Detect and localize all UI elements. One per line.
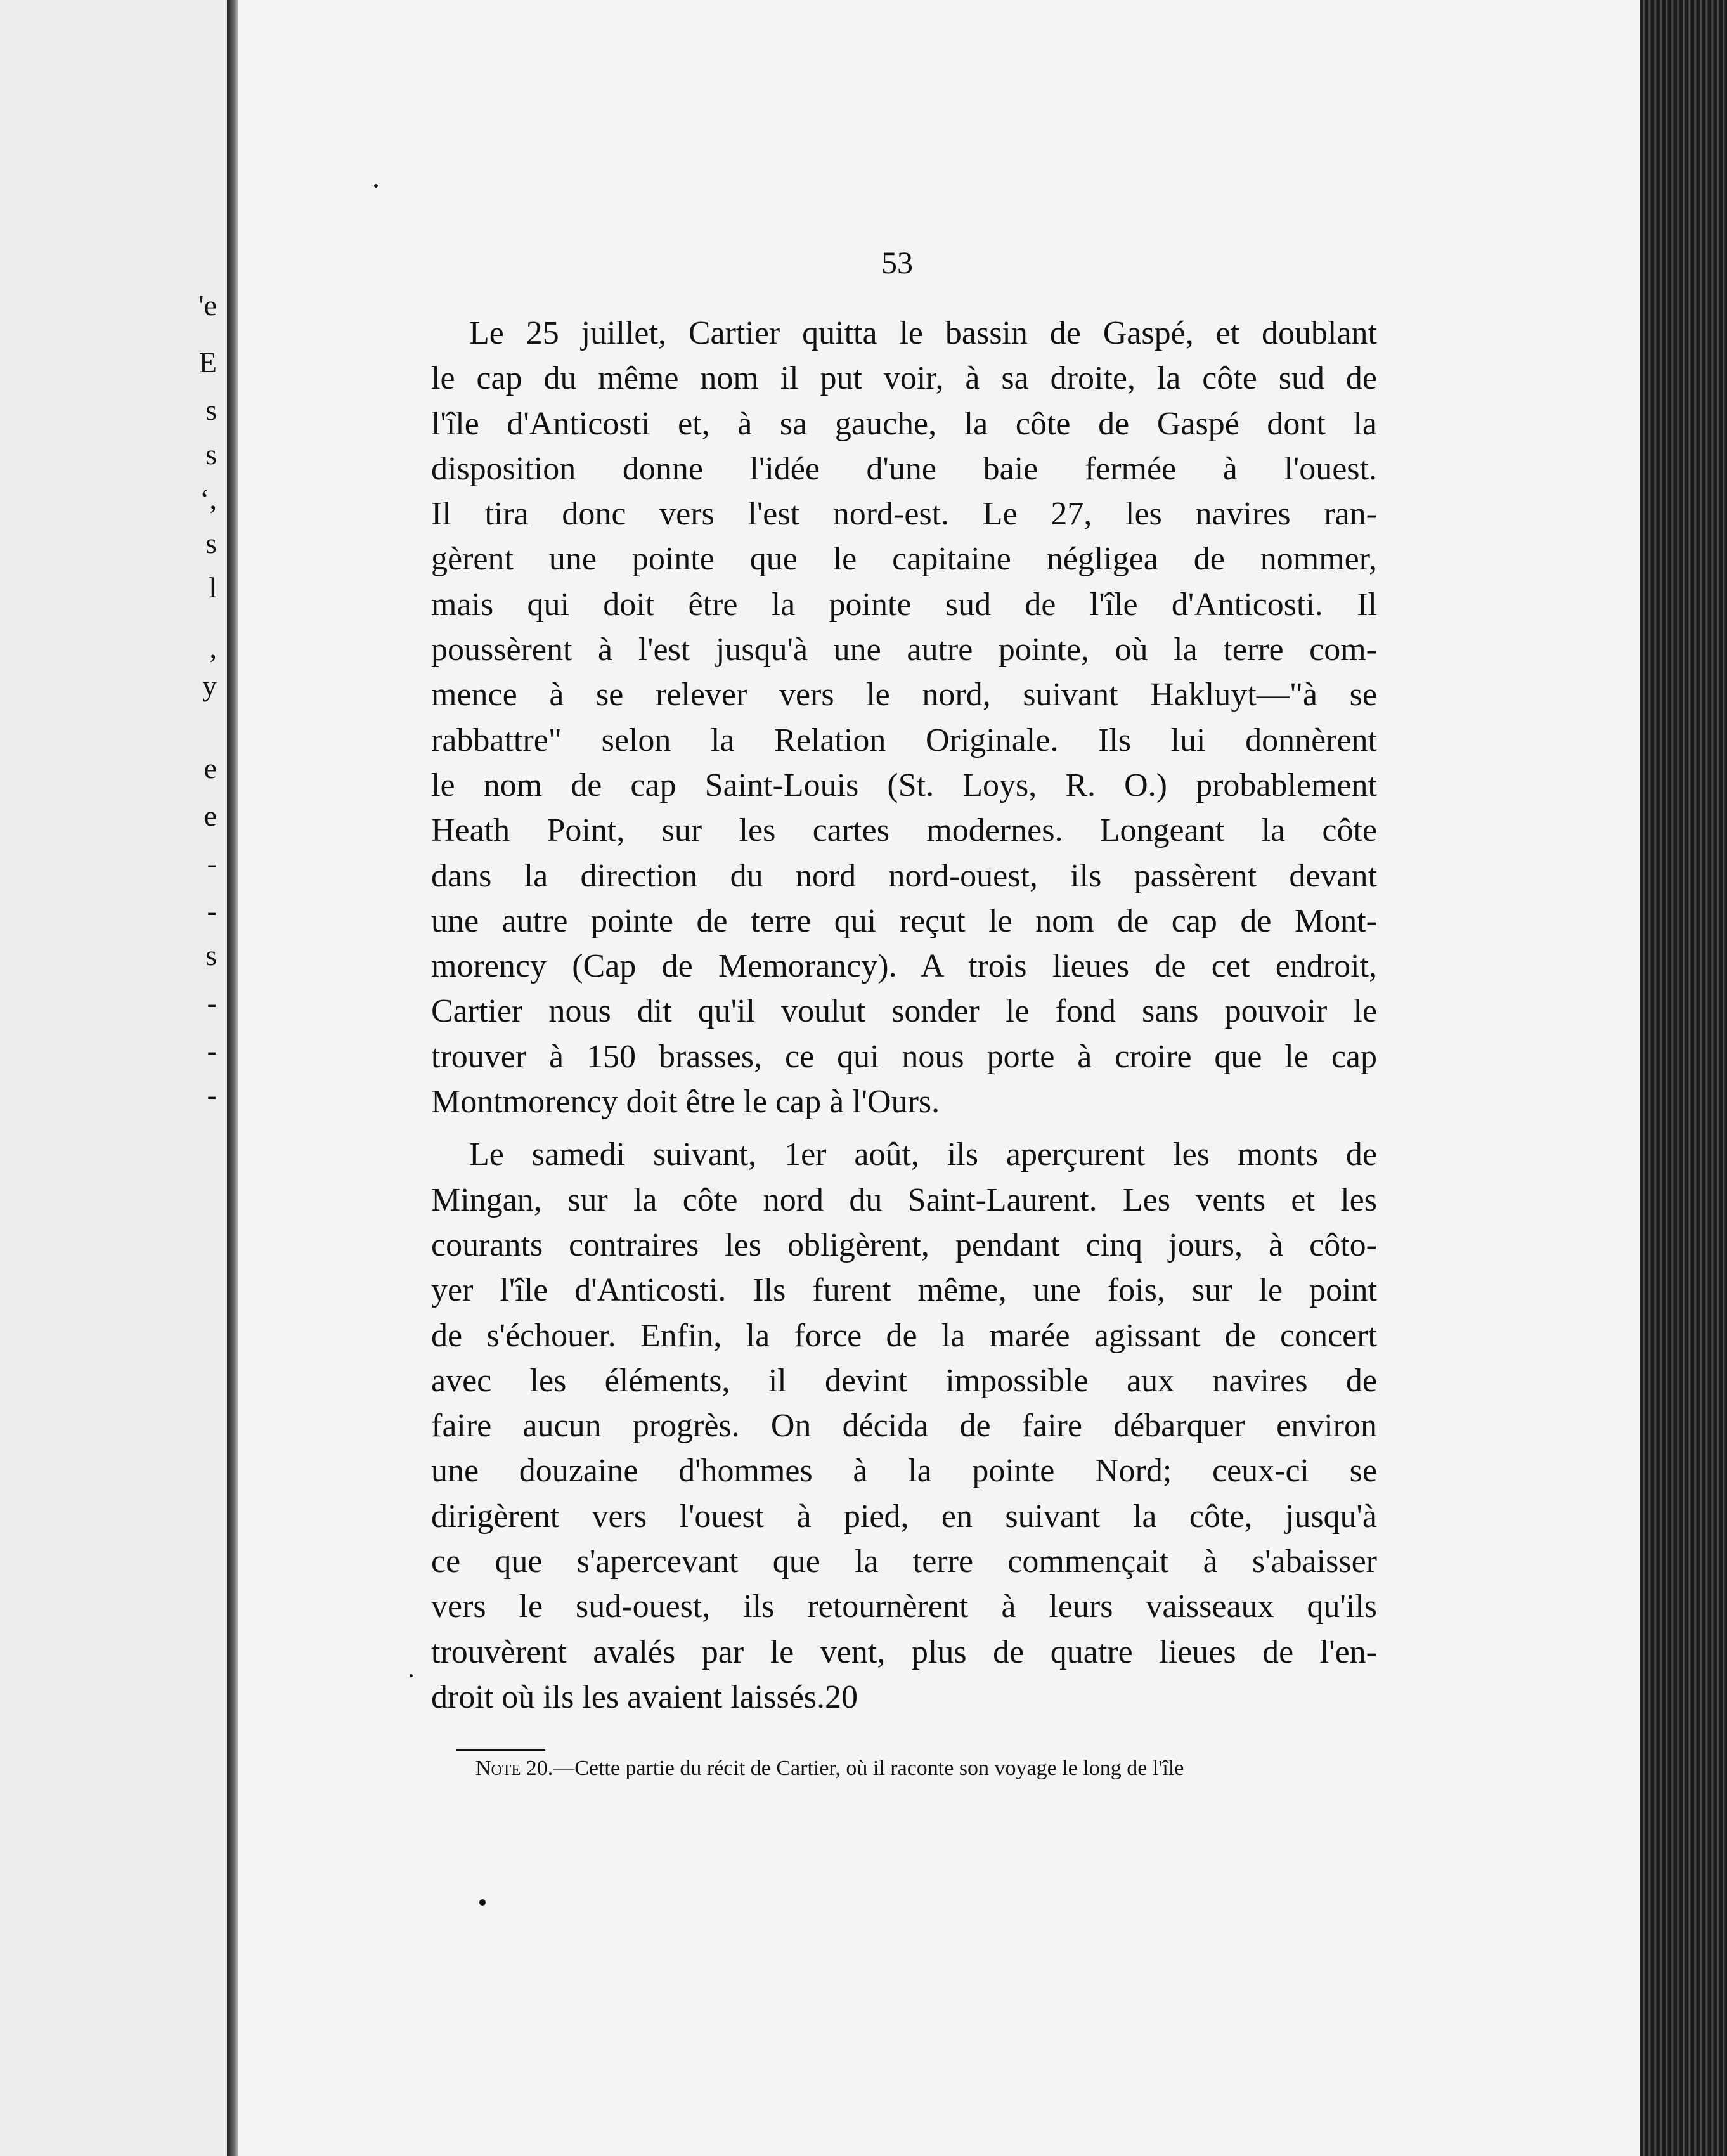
book-gutter (227, 0, 238, 2156)
text-line: gèrent une pointe que le capitaine négligea de nommer, (431, 541, 1377, 578)
text-line: Il tira donc vers l'est nord-est. Le 27, les navires ran- (431, 496, 1377, 533)
footnote-rule (456, 1749, 545, 1751)
text-line: une douzaine d'hommes à la pointe Nord; ceux-ci se (431, 1453, 1377, 1490)
dust-speck (374, 184, 378, 188)
paragraph-gap (431, 1124, 1377, 1132)
left-page-fragment: s (205, 394, 217, 426)
text-line: une autre pointe de terre qui reçut le nom de cap de Mont- (431, 902, 1377, 939)
left-page-fragment: - (207, 895, 217, 927)
left-page-fragment: - (207, 847, 217, 880)
text-line: mence à se relever vers le nord, suivant Hakluyt—"à se (431, 677, 1377, 713)
left-page-fragment: l (209, 571, 217, 604)
closed-page-edges (1640, 0, 1727, 2156)
left-page-fragment: - (207, 1034, 217, 1067)
left-page-fragment: e (204, 752, 217, 784)
text-line: faire aucun progrès. On décida de faire débarquer environ (431, 1408, 1377, 1445)
left-page-fragment: y (202, 670, 217, 702)
text-line: de s'échouer. Enfin, la force de la marée agissant de concert (431, 1317, 1377, 1354)
left-page-edge (0, 0, 227, 2156)
left-page-fragment: 'e (198, 289, 217, 321)
text-line: ce que s'apercevant que la terre commençait à s'abaisser (431, 1543, 1377, 1580)
text-line: Le 25 juillet, Cartier quitta le bassin de Gaspé, et doublant (469, 315, 1377, 351)
footnote (475, 1757, 1388, 1781)
text-line: dans la direction du nord nord-ouest, ils passèrent devant (431, 857, 1377, 894)
text-line: rabbattre" selon la Relation Originale. Ils lui donnèrent (431, 722, 1377, 758)
text-line: courants contraires les obligèrent, pendant cinq jours, à côto- (431, 1226, 1377, 1263)
text-line: morency (Cap de Memorancy). A trois lieues de cet endroit, (431, 948, 1377, 985)
text-line: le cap du même nom il put voir, à sa droite, la côte sud de (431, 360, 1377, 397)
left-page-fragment: - (207, 987, 217, 1019)
left-page-fragment: - (207, 1079, 217, 1111)
left-page-fragment: ‘, (200, 483, 217, 515)
left-page-fragment: s (205, 438, 217, 471)
left-page-fragment: e (204, 800, 217, 832)
dust-speck (479, 1899, 486, 1906)
text-line: mais qui doit être la pointe sud de l'île d'Anticosti. Il (431, 586, 1377, 623)
text-line: yer l'île d'Anticosti. Ils furent même, une fois, sur le point (431, 1272, 1377, 1309)
text-line: avec les éléments, il devint impossible aux navires de (431, 1362, 1377, 1399)
footnote-text: —Cette partie du récit de Cartier, où il raconte son voyage le long de l'île (553, 1757, 1184, 1780)
text-line: Mingan, sur la côte nord du Saint-Laurent. Les vents et les (431, 1181, 1377, 1218)
text-line: vers le sud-ouest, ils retournèrent à leurs vaisseaux qu'ils (431, 1588, 1377, 1625)
text-line: trouvèrent avalés par le vent, plus de quatre lieues de l'en- (431, 1633, 1377, 1670)
text-line: le nom de cap Saint-Louis (St. Loys, R. O.) probablement (431, 767, 1377, 803)
footnote-label: Note 20. (475, 1757, 553, 1780)
page-number: 53 (881, 245, 913, 280)
text-line: dirigèrent vers l'ouest à pied, en suivant la côte, jusqu'à (431, 1498, 1377, 1535)
text-line: l'île d'Anticosti et, à sa gauche, la côte de Gaspé dont la (431, 405, 1377, 442)
left-page-fragment: , (209, 632, 217, 664)
left-page-fragment: E (198, 346, 217, 379)
left-page-fragment: s (205, 527, 217, 559)
body-text (431, 311, 1377, 1720)
text-line: Montmorency doit être le cap à l'Ours. (431, 1084, 940, 1120)
text-line: Cartier nous dit qu'il voulut sonder le fond sans pouvoir le (431, 993, 1377, 1030)
text-line: trouver à 150 brasses, ce qui nous porte à croire que le cap (431, 1038, 1377, 1075)
text-line: Le samedi suivant, 1er août, ils aperçurent les monts de (469, 1136, 1377, 1173)
text-line: poussèrent à l'est jusqu'à une autre pointe, où la terre com- (431, 632, 1377, 668)
text-line: Heath Point, sur les cartes modernes. Longeant la côte (431, 812, 1377, 849)
text-line: droit où ils les avaient laissés.20 (431, 1679, 858, 1715)
text-line: disposition donne l'idée d'une baie fermée à l'ouest. (431, 450, 1377, 487)
left-page-fragment: s (205, 939, 217, 971)
dust-speck (410, 1674, 413, 1677)
